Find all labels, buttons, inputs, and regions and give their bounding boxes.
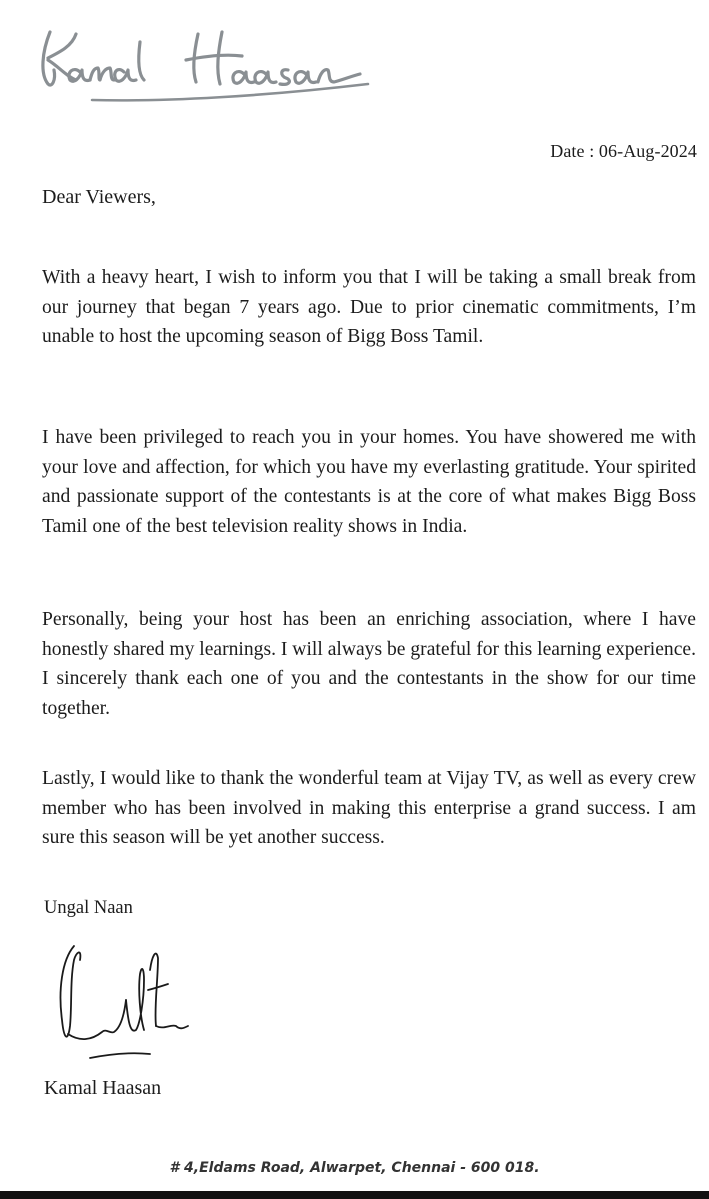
paragraph-2: I have been privileged to reach you in your homes. You have showered me with your love and affection, for which you have my everlasting gratitude. Your spirited and passionate support of the contestants is at the core of what makes Bigg Boss Tamil one of the best television reality shows in India. [42, 427, 696, 537]
letter-date: Date : 06-Aug-2024 [550, 141, 697, 161]
paragraph-1: With a heavy heart, I wish to inform you that I will be taking a small break from our journey that began 7 years ago. Due to prior cinematic commitments, I’m unable to host the upcoming season of Bigg Boss Tamil. [42, 267, 696, 347]
letterhead-signature-logo [36, 22, 386, 112]
footer-bar [0, 1191, 709, 1199]
footer-address: # 4,Eldams Road, Alwarpet, Chennai - 600 018. [169, 1160, 540, 1176]
signer-name: Kamal Haasan [44, 1077, 162, 1099]
paragraph-3: Personally, being your host has been an enriching association, where I have honestly shared my learnings. I will always be grateful for this learning experience. I sincerely thank each one of you and the contestants in the show for our time together. [42, 609, 696, 719]
salutation: Dear Viewers, [42, 186, 156, 208]
closing-line: Ungal Naan [44, 898, 133, 918]
handwritten-signature [40, 930, 200, 1070]
paragraph-4: Lastly, I would like to thank the wonderful team at Vijay TV, as well as every crew member who has been involved in making this enterprise a grand success. I am sure this season will be yet another success. [42, 768, 696, 848]
